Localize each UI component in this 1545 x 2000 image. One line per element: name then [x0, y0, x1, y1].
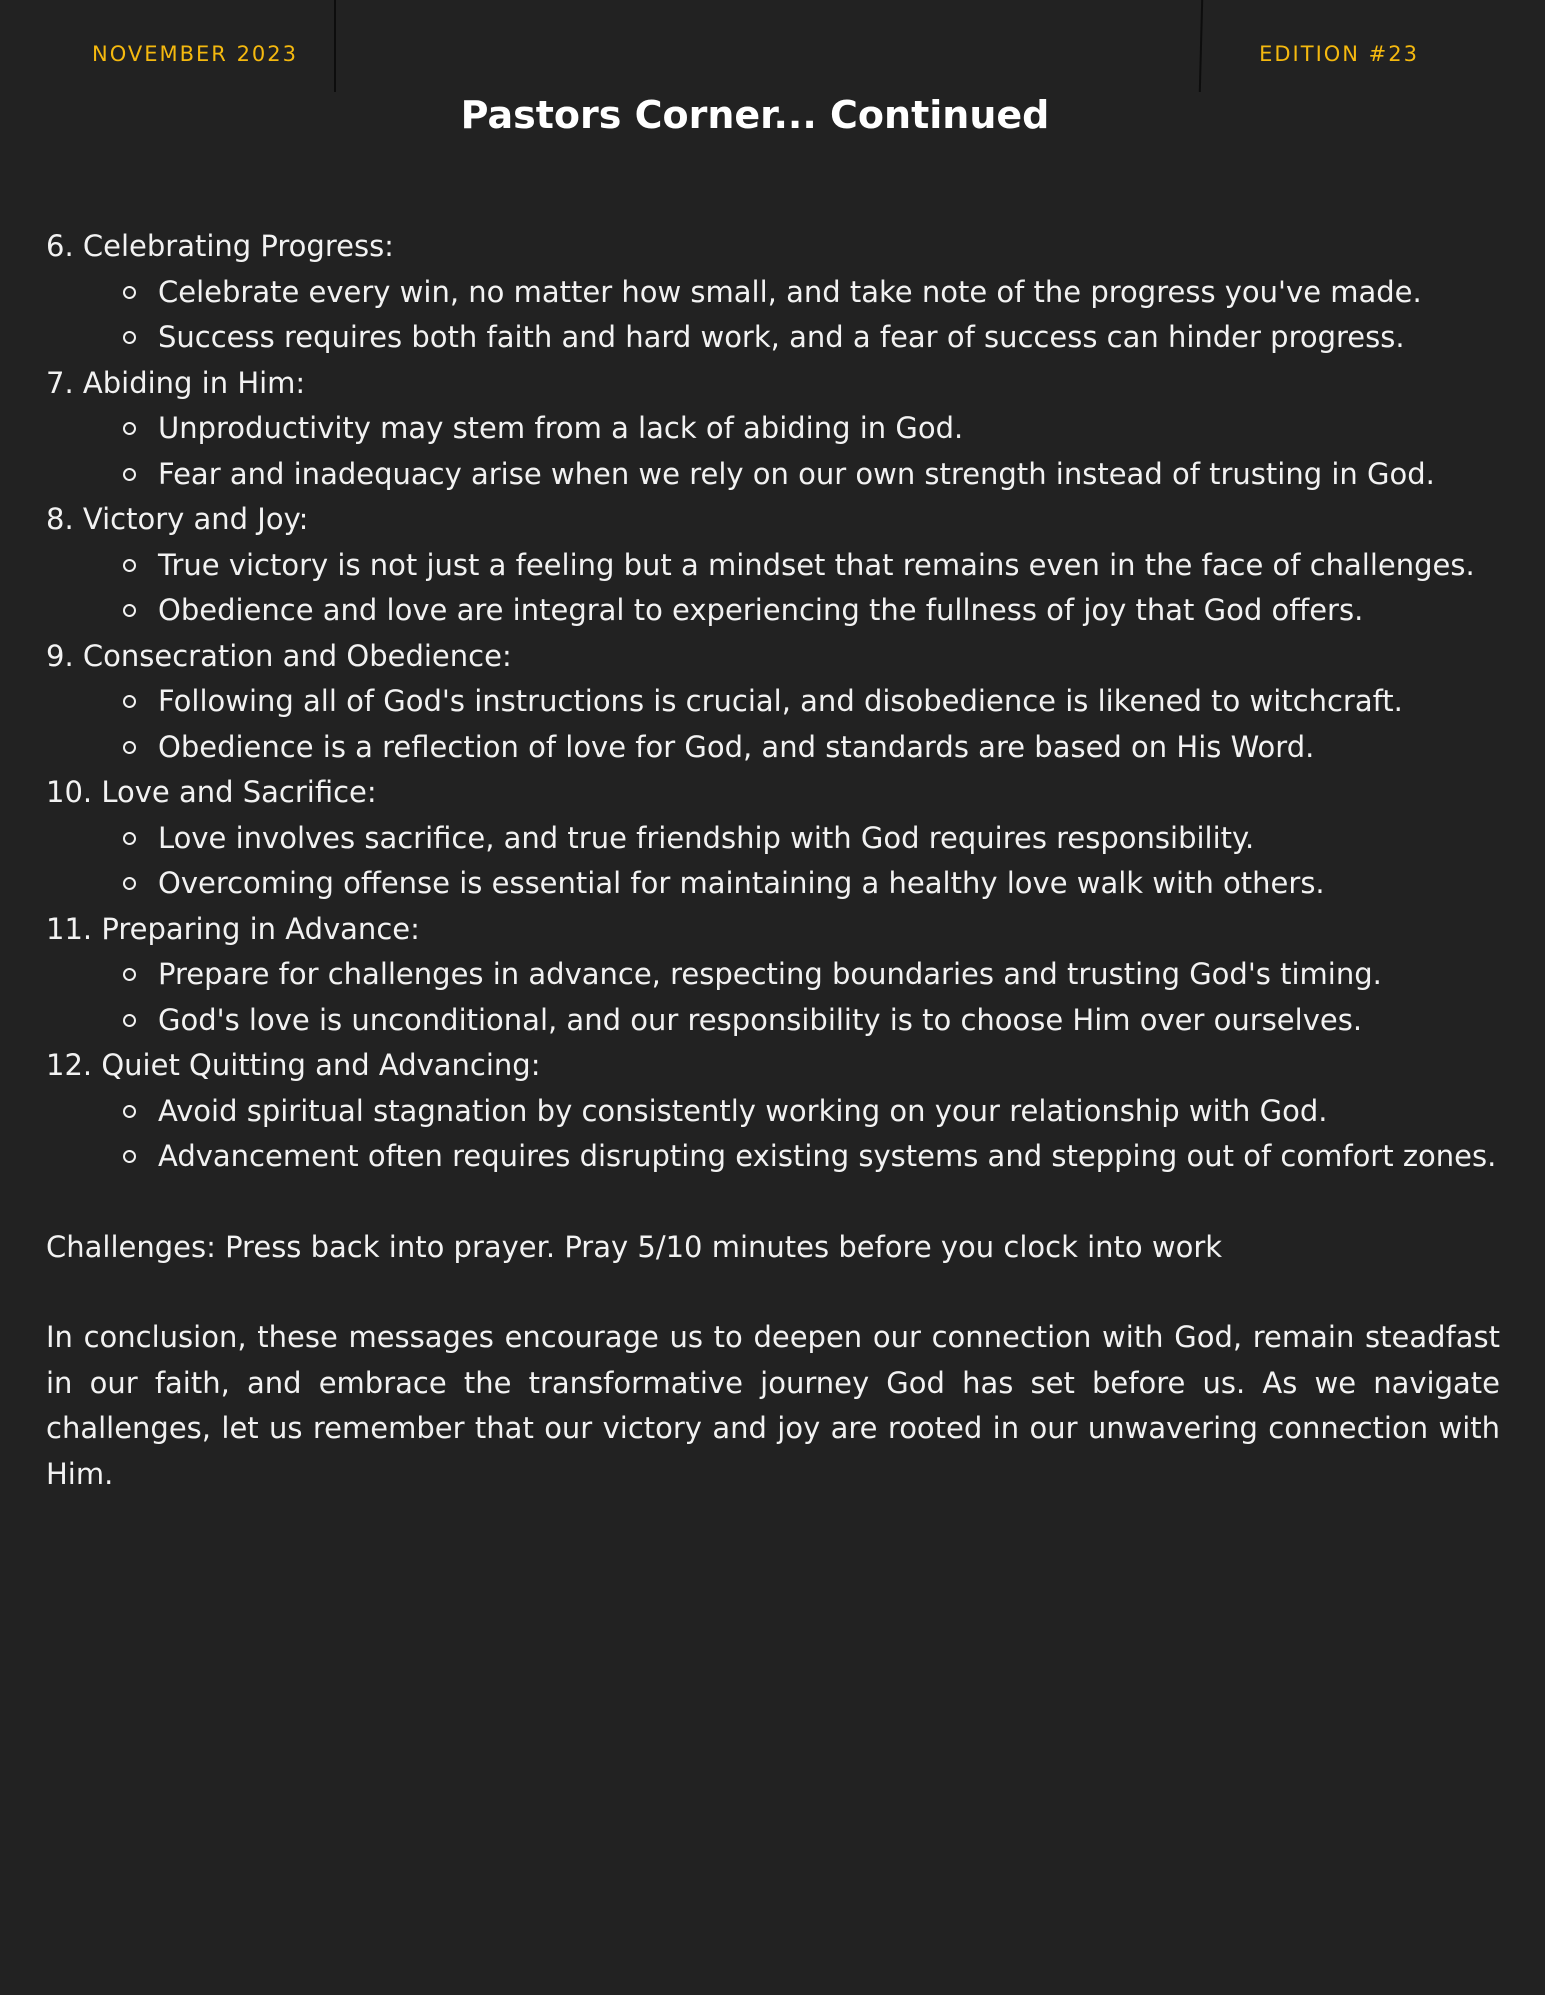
list-item-text: Unproductivity may stem from a lack of abiding in God. [158, 411, 964, 445]
hollow-circle-bullet-icon [123, 741, 136, 754]
section-heading: 6. Celebrating Progress: [46, 229, 394, 263]
section-heading: 7. Abiding in Him: [46, 365, 306, 400]
hollow-circle-bullet-icon [123, 877, 136, 890]
hollow-circle-bullet-icon [123, 968, 136, 981]
article-body [46, 224, 1500, 1497]
conclusion-text: In conclusion, these messages encourage us to deepen our connection with God, remain steadfast in our faith, and embrace the transformative journey God has set before us. As we navigate challenges, let us remember that our victory and joy are rooted in our unwavering connection with Him. [46, 1320, 1500, 1491]
list-item-text: Success requires both faith and hard work, and a fear of success can hinder progress. [158, 320, 1405, 354]
list-item [158, 406, 1500, 452]
hollow-circle-bullet-icon [123, 604, 136, 617]
hollow-circle-bullet-icon [123, 695, 136, 708]
section [46, 907, 1500, 1044]
list-item-text: Following all of God's instructions is crucial, and disobedience is likened to witchcraft. [158, 684, 1403, 718]
bullet-list [46, 406, 1500, 497]
section [46, 361, 1500, 498]
bullet-list [46, 543, 1500, 634]
list-item [158, 588, 1500, 634]
section [46, 770, 1500, 907]
list-item-text: Celebrate every win, no matter how small, and take note of the progress you've made. [158, 274, 1422, 309]
list-item [158, 1089, 1500, 1135]
list-item [158, 452, 1500, 498]
list-item-text: Fear and inadequacy arise when we rely on our own strength instead of trusting in God. [158, 456, 1435, 491]
list-item-text: Obedience and love are integral to experiencing the fullness of joy that God offers. [158, 593, 1364, 627]
header-divider-left [334, 0, 336, 92]
bullet-list [46, 816, 1500, 907]
issue-date: NOVEMBER 2023 [92, 42, 299, 66]
list-item [158, 998, 1500, 1044]
challenges-text: Challenges: Press back into prayer. Pray 5/10 minutes before you clock into work [46, 1229, 1223, 1264]
section-heading: 8. Victory and Joy: [46, 502, 309, 536]
edition-number: EDITION #23 [1259, 42, 1419, 66]
bullet-list [46, 952, 1500, 1043]
list-item-text: Overcoming offense is essential for maintaining a healthy love walk with others. [158, 866, 1325, 900]
hollow-circle-bullet-icon [123, 1150, 136, 1163]
list-item [158, 725, 1500, 771]
list-item-text: Avoid spiritual stagnation by consistently working on your relationship with God. [158, 1093, 1328, 1128]
hollow-circle-bullet-icon [123, 468, 136, 481]
hollow-circle-bullet-icon [123, 331, 136, 344]
section-heading: 9. Consecration and Obedience: [46, 638, 512, 673]
bullet-list [46, 1089, 1500, 1180]
hollow-circle-bullet-icon [123, 1014, 136, 1027]
header-divider-right [1199, 0, 1203, 92]
list-item [158, 270, 1500, 316]
list-item-text: Obedience is a reflection of love for God, and standards are based on His Word. [158, 729, 1315, 764]
list-item [158, 952, 1500, 998]
list-item-text: True victory is not just a feeling but a mindset that remains even in the face of challenges. [158, 547, 1475, 582]
hollow-circle-bullet-icon [123, 422, 136, 435]
sections-list [46, 224, 1500, 1180]
hollow-circle-bullet-icon [123, 832, 136, 845]
list-item-text: Advancement often requires disrupting existing systems and stepping out of comfort zones. [158, 1139, 1497, 1173]
hollow-circle-bullet-icon [123, 559, 136, 572]
list-item [158, 315, 1500, 361]
section-heading: 10. Love and Sacrifice: [46, 775, 377, 809]
section-heading: 11. Preparing in Advance: [46, 911, 420, 946]
section [46, 224, 1500, 361]
hollow-circle-bullet-icon [123, 1105, 136, 1118]
section [46, 1043, 1500, 1180]
list-item [158, 543, 1500, 589]
bullet-list [46, 270, 1500, 361]
list-item-text: Love involves sacrifice, and true friendship with God requires responsibility. [158, 820, 1255, 855]
list-item [158, 861, 1500, 907]
list-item [158, 679, 1500, 725]
section [46, 497, 1500, 634]
hollow-circle-bullet-icon [123, 286, 136, 299]
section [46, 634, 1500, 771]
list-item-text: Prepare for challenges in advance, respecting boundaries and trusting God's timing. [158, 957, 1382, 991]
list-item [158, 1134, 1500, 1180]
section-heading: 12. Quiet Quitting and Advancing: [46, 1048, 541, 1082]
list-item-text: God's love is unconditional, and our responsibility is to choose Him over ourselves. [158, 1002, 1363, 1037]
page-title: Pastors Corner... Continued [460, 93, 1050, 137]
bullet-list [46, 679, 1500, 770]
list-item [158, 816, 1500, 862]
